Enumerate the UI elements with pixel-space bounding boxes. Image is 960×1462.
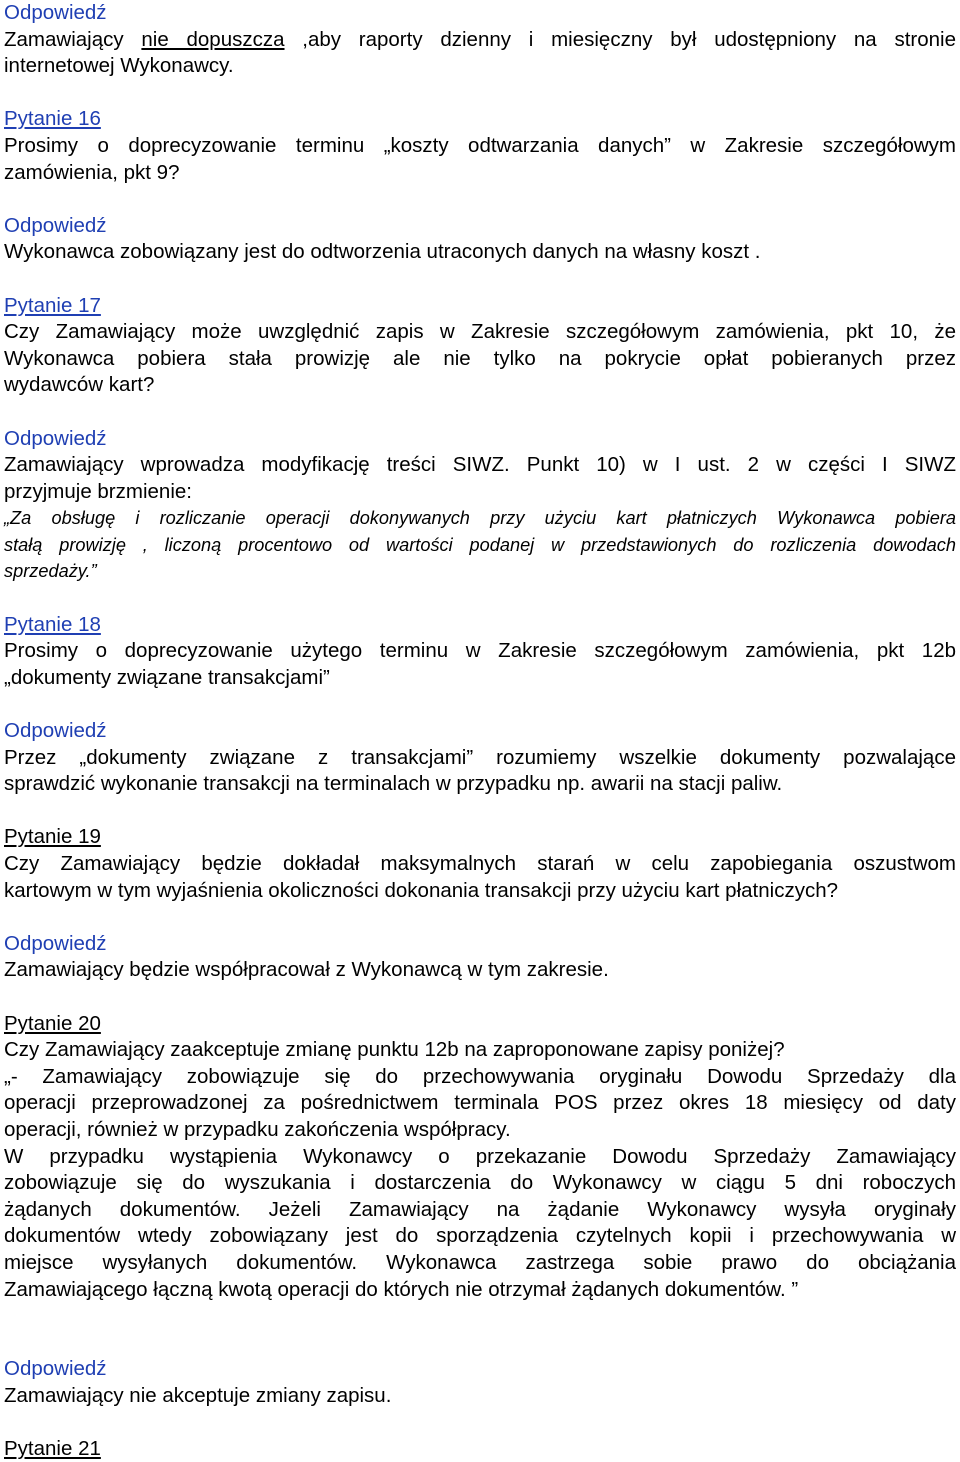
question-block-20 <box>4 1011 956 1304</box>
blank-line <box>4 186 956 213</box>
answer-heading: Odpowiedź <box>4 719 107 743</box>
question-line: operacji przeprowadzonej za pośrednictwem terminala POS przez okres 18 miesięcy od daty <box>4 1091 956 1115</box>
question-heading: Pytanie 18 <box>4 612 101 636</box>
answer-block-15 <box>4 0 956 80</box>
answer-line: Przez „dokumenty związane z transakcjami” rozumiemy wszelkie dokumenty pozwalające <box>4 745 956 769</box>
question-line: wydawców kart? <box>4 373 155 397</box>
question-line: żądanych dokumentów. Jeżeli Zamawiający na żądanie Wykonawcy wysyła oryginały <box>4 1197 956 1221</box>
answer-block-17 <box>4 426 956 586</box>
question-line: operacji, również w przypadku zakończenia współpracy. <box>4 1117 511 1141</box>
blank-line <box>4 399 956 426</box>
question-line: Czy Zamawiający może uwzględnić zapis w Zakresie szczegółowym zamówienia, pkt 10, że <box>4 320 956 344</box>
question-heading: Pytanie 19 <box>4 825 101 849</box>
blank-line <box>4 1409 956 1436</box>
question-line: Prosimy o doprecyzowanie użytego terminu w Zakresie szczegółowym zamówienia, pkt 12b <box>4 639 956 663</box>
answer-heading: Odpowiedź <box>4 931 107 955</box>
question-line: Prosimy o doprecyzowanie terminu „koszty odtwarzania danych” w Zakresie szczegółowym <box>4 133 956 157</box>
question-heading: Pytanie 20 <box>4 1011 101 1035</box>
quoted-provision: „Za obsługę i rozliczanie operacji dokonywanych przy użyciu kart płatniczych Wykonawca pobiera <box>4 508 956 529</box>
blank-line <box>4 798 956 825</box>
answer-line: Zamawiający będzie współpracował z Wykonawcą w tym zakresie. <box>4 958 609 982</box>
answer-heading: Odpowiedź <box>4 213 107 237</box>
answer-line: przyjmuje brzmienie: <box>4 479 192 503</box>
answer-line: sprawdzić wykonanie transakcji na terminalach w przypadku np. awarii na stacji paliw. <box>4 772 783 796</box>
question-line: „- Zamawiający zobowiązuje się do przechowywania oryginału Dowodu Sprzedaży dla <box>4 1064 956 1088</box>
blank-line <box>4 691 956 718</box>
blank-lines <box>4 1303 956 1356</box>
blank-line <box>4 984 956 1011</box>
quoted-provision: sprzedaży.” <box>4 561 97 582</box>
answer-line: internetowej Wykonawcy. <box>4 54 234 78</box>
blank-line <box>4 80 956 107</box>
question-heading: Pytanie 16 <box>4 107 101 131</box>
question-line: kartowym w tym wyjaśnienia okoliczności dokonania transakcji przy użyciu kart płatniczych? <box>4 878 838 902</box>
question-heading: Pytanie 21 <box>4 1436 101 1460</box>
question-line: Czy Zamawiający zaakceptuje zmianę punktu 12b na zaproponowane zapisy poniżej? <box>4 1038 785 1062</box>
underlined-phrase: nie dopuszcza <box>141 27 285 51</box>
question-block-17 <box>4 293 956 399</box>
blank-line <box>4 585 956 612</box>
question-line: zobowiązuje się do wyszukania i dostarczenia do Wykonawcy w ciągu 5 dni roboczych <box>4 1171 956 1195</box>
question-line: W przypadku wystąpienia Wykonawcy o przekazanie Dowodu Sprzedaży Zamawiający <box>4 1144 956 1168</box>
question-line: Czy Zamawiający będzie dokładał maksymalnych starań w celu zapobiegania oszustwom <box>4 852 956 875</box>
question-line: miejsce wysyłanych dokumentów. Wykonawca zastrzega sobie prawo do obciążania <box>4 1250 956 1274</box>
answer-heading: Odpowiedź <box>4 426 107 450</box>
question-block-21 <box>4 1436 956 1462</box>
answer-block-19 <box>4 931 956 984</box>
answer-text: ,aby raporty dzienny i miesięczny był udostępniony na stronie <box>284 27 957 51</box>
question-line: Wykonawca pobiera stała prowizję ale nie tylko na pokrycie opłat pobieranych przez <box>4 346 956 370</box>
answer-heading: Odpowiedź <box>4 1357 107 1381</box>
answer-text: Zamawiający <box>4 27 142 51</box>
blank-line <box>4 904 956 931</box>
question-line: „dokumenty związane transakcjami” <box>4 665 330 689</box>
question-block-19 <box>4 824 956 904</box>
answer-heading: Odpowiedź <box>4 1 107 24</box>
answer-block-16 <box>4 213 956 266</box>
question-heading: Pytanie 17 <box>4 293 101 317</box>
answer-line: Wykonawca zobowiązany jest do odtworzenia utraconych danych na własny koszt . <box>4 240 761 264</box>
answer-block-18 <box>4 718 956 798</box>
question-block-18 <box>4 612 956 692</box>
question-line: zamówienia, pkt 9? <box>4 160 180 184</box>
answer-line: Zamawiający nie akceptuje zmiany zapisu. <box>4 1383 392 1407</box>
answer-line <box>4 27 956 54</box>
quoted-provision: stałą prowizję , liczoną procentowo od wartości podanej w przedstawionych do rozliczenia dowodach <box>4 534 956 555</box>
answer-block-20 <box>4 1356 956 1409</box>
answer-line: Zamawiający wprowadza modyfikację treści SIWZ. Punkt 10) w I ust. 2 w części I SIWZ <box>4 453 956 477</box>
question-line: Zamawiającego łączną kwotą operacji do których nie otrzymał żądanych dokumentów. ” <box>4 1277 799 1301</box>
blank-line <box>4 266 956 293</box>
question-line: dokumentów wtedy zobowiązany jest do sporządzenia czytelnych kopii i przechowywania w <box>4 1224 956 1248</box>
question-block-16 <box>4 106 956 186</box>
